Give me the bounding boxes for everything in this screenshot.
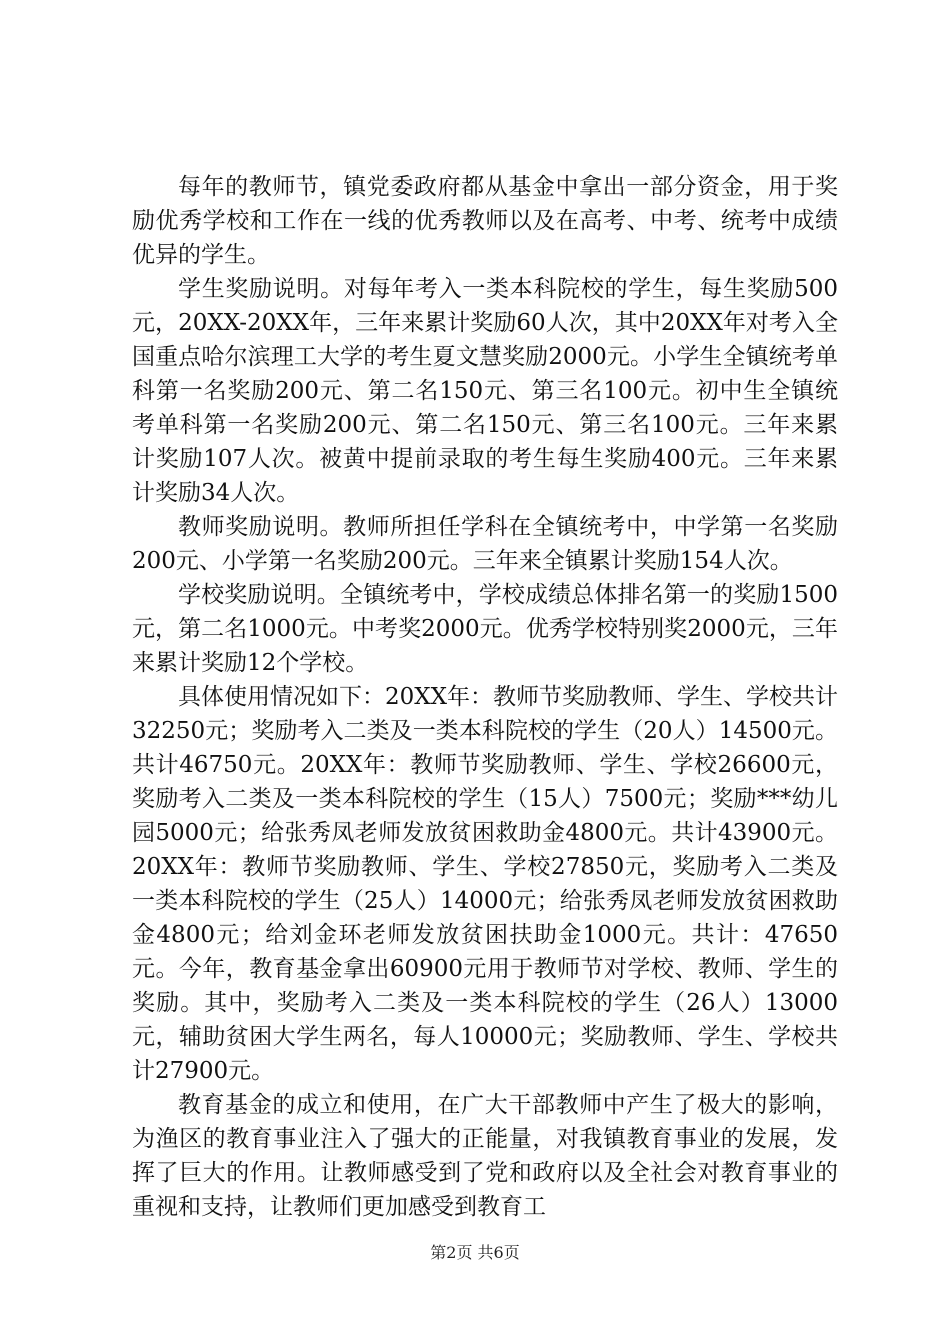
paragraph-school-awards: 学校奖励说明。全镇统考中，学校成绩总体排名第一的奖励1500元，第二名1000元。中考奖2000元。优秀学校特别奖2000元，三年来累计奖励12个学校。 (132, 582, 838, 676)
paragraph-impact: 教育基金的成立和使用，在广大干部教师中产生了极大的影响，为渔区的教育事业注入了强大的正能量，对我镇教育事业的发展，发挥了巨大的作用。让教师感受到了党和政府以及全社会对教育事业的重视和支持，让教师们更加感受到教育工 (132, 1092, 838, 1220)
page-footer: 第2页 共6页 (430, 1243, 520, 1262)
paragraph-teacher-awards: 教师奖励说明。教师所担任学科在全镇统考中，中学第一名奖励200元、小学第一名奖励200元。三年来全镇累计奖励154人次。 (132, 514, 838, 574)
paragraph-usage-details: 具体使用情况如下：20XX年：教师节奖励教师、学生、学校共计32250元；奖励考入二类及一类本科院校的学生（20人）14500元。共计46750元。20XX年：教师节奖励教师、学生、学校26600元，奖励考入二类及一类本科院校的学生（15人）7500元；奖励***幼儿园5000元；给张秀凤老师发放贫困救助金4800元。共计43900元。20XX年：教师节奖励教师、学生、学校27850元，奖励考入二类及一类本科院校的学生（25人）14000元；给张秀凤老师发放贫困救助金4800元；给刘金环老师发放贫困扶助金1000元。共计：47650元。今年，教育基金拿出60900元用于教师节对学校、教师、学生的奖励。其中，奖励考入二类及一类本科院校的学生（26人）13000元，辅助贫困大学生两名，每人10000元；奖励教师、学生、学校共计27900元。 (132, 684, 839, 1084)
document-body (132, 170, 838, 1224)
paragraph-student-awards: 学生奖励说明。对每年考入一类本科院校的学生，每生奖励500元，20XX-20XX年，三年来累计奖励60人次，其中20XX年对考入全国重点哈尔滨理工大学的考生夏文慧奖励2000元。小学生全镇统考单科第一名奖励200元、第二名150元、第三名100元。初中生全镇统考单科第一名奖励200元、第二名150元、第三名100元。三年来累计奖励107人次。被黄中提前录取的考生每生奖励400元。三年来累计奖励34人次。 (132, 276, 838, 506)
paragraph-intro: 每年的教师节，镇党委政府都从基金中拿出一部分资金，用于奖励优秀学校和工作在一线的优秀教师以及在高考、中考、统考中成绩优异的学生。 (132, 174, 838, 268)
